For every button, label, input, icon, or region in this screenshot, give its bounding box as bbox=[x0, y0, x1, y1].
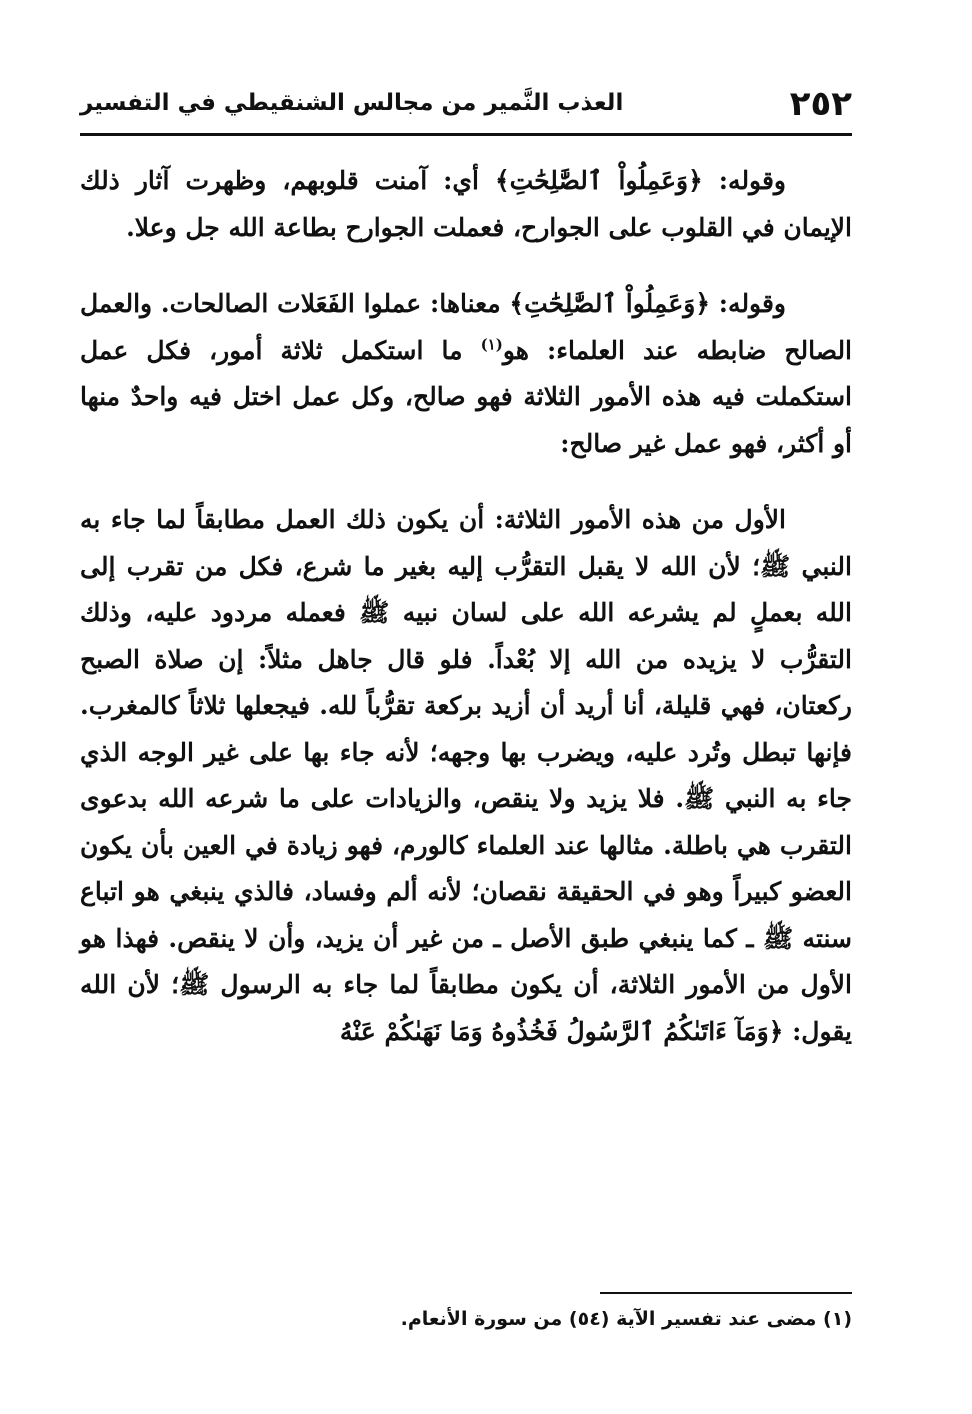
paragraph-3: الأول من هذه الأمور الثلاثة: أن يكون ذلك العمل مطابقاً لما جاء به النبي ﷺ؛ لأن الله لا يقبل التقرُّب إليه بغير ما شرع، فكل من تقرب إلى الله بعملٍ لم يشرعه الله على لسان نبيه ﷺ فعمله مردود عليه، وذلك التقرُّب لا يزيده من الله إلا بُعْداً. فلو قال جاهل مثلاً: إن صلاة الصبح ركعتان، فهي قليلة، أنا أريد أن أزيد بركعة تقرُّباً لله. فيجعلها ثلاثاً كالمغرب. فإنها تبطل وتُرد عليه، ويضرب بها وجهه؛ لأنه جاء بها على غير الوجه الذي جاء به النبي ﷺ. فلا يزيد ولا ينقص، والزيادات على ما شرعه الله بدعوى التقرب هي باطلة. مثالها عند العلماء كالورم، فهو زيادة في العين بأن يكون العضو كبيراً وهو في الحقيقة نقصان؛ لأنه ألم وفساد، فالذي ينبغي هو اتباع سنته ﷺ ـ كما ينبغي طبق الأصل ـ من غير أن يزيد، وأن لا ينقص. فهذا هو الأول من الأمور الثلاثة، أن يكون مطابقاً لما جاء به الرسول ﷺ؛ لأن الله يقول: ﴿وَمَآ ءَاتَىٰكُمُ ٱلرَّسُولُ فَخُذُوهُ وَمَا نَهَىٰكُمْ عَنْهُ bbox=[80, 505, 852, 1046]
page-body bbox=[80, 158, 852, 1055]
page-number: ٢٥٢ bbox=[789, 84, 852, 124]
running-title: العذب النَّمير من مجالس الشنقيطي في التفسير bbox=[80, 90, 624, 116]
paragraph-2-text-b: ما استكمل ثلاثة أمور، فكل عمل استكملت فيه هذه الأمور الثلاثة فهو صالح، وكل عمل اختل فيه واحدٌ منها أو أكثر، فهو عمل غير صالح: bbox=[80, 335, 852, 458]
paragraph-2-text-a: وقوله: ﴿وَعَمِلُواْ ٱلصَّٰلِحَٰتِ﴾ معناها: عملوا الفَعَلات الصالحات. والعمل الصالح ضابطه عند العلماء: هو bbox=[80, 289, 853, 365]
paragraph-2 bbox=[80, 281, 852, 467]
paragraph-1: وقوله: ﴿وَعَمِلُواْ ٱلصَّٰلِحَٰتِ﴾ أي: آمنت قلوبهم، وظهرت آثار ذلك الإيمان في القلوب على الجوارح، فعملت الجوارح بطاعة الله جل وعلا. bbox=[80, 166, 852, 242]
footnote-reference: (١) bbox=[480, 335, 503, 354]
header-divider bbox=[80, 133, 852, 136]
footnote-divider bbox=[600, 1292, 852, 1294]
page-header bbox=[80, 84, 852, 128]
footnote: (١) مضى عند تفسير الآية (٥٤) من سورة الأنعام. bbox=[400, 1308, 852, 1330]
